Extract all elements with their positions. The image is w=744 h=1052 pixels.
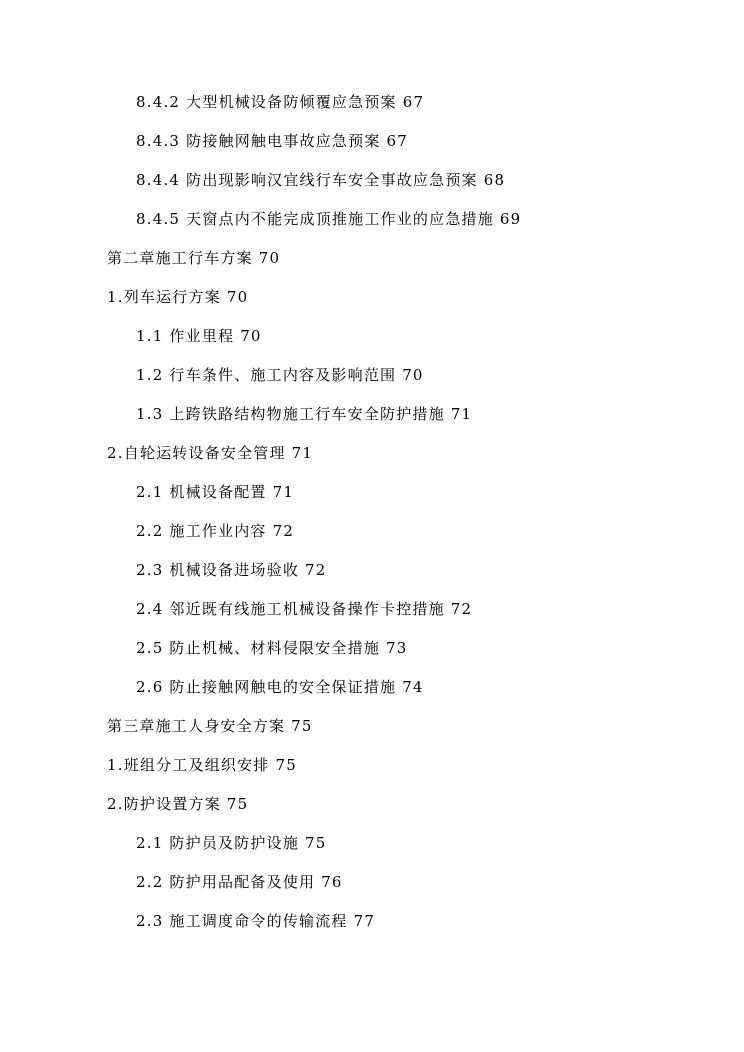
toc-section[interactable]: 1.列车运行方案 70 — [107, 288, 249, 306]
toc-entry[interactable]: 2.2 防护用品配备及使用 76 — [136, 873, 343, 891]
toc-entry[interactable]: 2.5 防止机械、材料侵限安全措施 73 — [136, 639, 408, 657]
toc-entry[interactable]: 8.4.3 防接触网触电事故应急预案 67 — [136, 132, 408, 150]
toc-section[interactable]: 2.自轮运转设备安全管理 71 — [107, 444, 314, 462]
toc-entry[interactable]: 1.3 上跨铁路结构物施工行车安全防护措施 71 — [136, 405, 473, 423]
toc-chapter-heading[interactable]: 第三章施工人身安全方案 75 — [107, 717, 313, 735]
toc-section[interactable]: 2.防护设置方案 75 — [107, 795, 249, 813]
toc-entry[interactable]: 8.4.2 大型机械设备防倾覆应急预案 67 — [136, 93, 425, 111]
toc-chapter-heading[interactable]: 第二章施工行车方案 70 — [107, 249, 281, 267]
toc-section[interactable]: 1.班组分工及组织安排 75 — [107, 756, 297, 774]
toc-entry[interactable]: 2.1 机械设备配置 71 — [136, 483, 295, 501]
toc-entry[interactable]: 1.2 行车条件、施工内容及影响范围 70 — [136, 366, 424, 384]
toc-entry[interactable]: 8.4.5 天窗点内不能完成顶推施工作业的应急措施 69 — [136, 210, 522, 228]
toc-entry[interactable]: 8.4.4 防出现影响汉宜线行车安全事故应急预案 68 — [136, 171, 506, 189]
toc-entry[interactable]: 2.6 防止接触网触电的安全保证措施 74 — [136, 678, 424, 696]
toc-entry[interactable]: 2.3 施工调度命令的传输流程 77 — [136, 912, 376, 930]
toc-entry[interactable]: 2.2 施工作业内容 72 — [136, 522, 295, 540]
toc-entry[interactable]: 2.1 防护员及防护设施 75 — [136, 834, 327, 852]
toc-entry[interactable]: 2.3 机械设备进场验收 72 — [136, 561, 327, 579]
toc-entry[interactable]: 1.1 作业里程 70 — [136, 327, 262, 345]
toc-entry[interactable]: 2.4 邻近既有线施工机械设备操作卡控措施 72 — [136, 600, 473, 618]
